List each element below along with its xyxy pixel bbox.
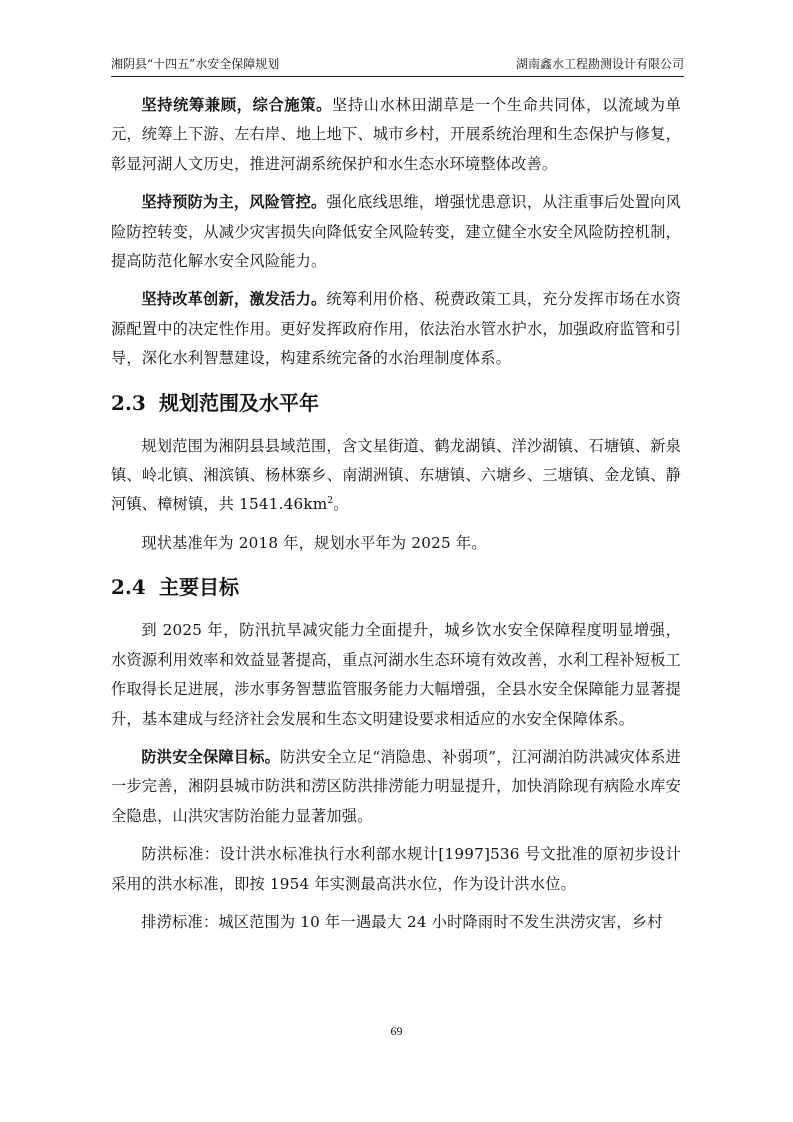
principle-title-2: 坚持预防为主，风险管控。 (141, 193, 327, 212)
flood-goal-text: 防洪安全立足“消隐患、补弱项”，江河湖泊防洪减灾体系进一步完善，湘阴县城市防洪和涝区防洪排涝能力明显提升，加快消除现有病险水库安全隐患，山洪灾害防治能力显著加强。 (111, 747, 681, 825)
flood-goal-title: 防洪安全保障目标。 (141, 747, 281, 766)
principle-title-1: 坚持统筹兼顾，综合施策。 (141, 96, 333, 114)
section-heading-2-3 (111, 388, 681, 418)
scope-text: 规划范围为湘阴县县域范围，含文星街道、鹤龙湖镇、洋沙湖镇、石塘镇、新泉镇、岭北镇、湘滨镇、杨林寨乡、南湖洲镇、东塘镇、六塘乡、三塘镇、金龙镇、静河镇、樟树镇，共 1541.46km (111, 436, 681, 514)
header-document-title: 湘阴县“十四五”水安全保障规划 (111, 57, 280, 71)
principle-paragraph-3 (111, 285, 681, 373)
principle-paragraph-2 (111, 188, 681, 276)
principle-text-3: 统筹利用价格、税费政策工具，充分发挥市场在水资源配置中的决定性作用。更好发挥政府作用，依法治水管水护水，加强政府监管和引导，深化水利智慧建设，构建系统完备的水治理制度体系。 (111, 290, 681, 368)
scope-end: 。 (333, 495, 349, 514)
page-body (111, 91, 681, 937)
scope-paragraph (111, 432, 681, 520)
page-header (111, 56, 684, 77)
principle-text-1: 坚持山水林田湖草是一个生命共同体，以流域为单元，统筹上下游、左右岸、地上地下、城市乡村，开展系统治理和生态保护与修复，彰显河湖人文历史，推进河湖系统保护和水生态水环境整体改善。 (111, 96, 681, 173)
section-number: 2.4 (111, 575, 146, 600)
header-company-name: 湖南鑫水工程勘测设计有限公司 (515, 57, 684, 71)
page-number: 69 (390, 1024, 403, 1038)
flood-goal-paragraph (111, 743, 681, 831)
planning-years-paragraph: 现状基准年为 2018 年，规划水平年为 2025 年。 (141, 533, 487, 552)
scope-superscript: 2 (327, 496, 334, 507)
main-goal-paragraph: 到 2025 年，防汛抗旱减灾能力全面提升，城乡饮水安全保障程度明显增强，水资源利用效率和效益显著提高，重点河湖水生态环境有效改善，水利工程补短板工作取得长足进展，涉水事务智慧监管服务能力大幅增强，全县水安全保障能力显著提升，基本建成与经济社会发展和生态文明建设要求相适应的水安全保障体系。 (111, 621, 681, 728)
principle-paragraph-1 (111, 91, 681, 179)
section-number: 2.3 (111, 390, 146, 415)
section-heading-2-4 (111, 572, 681, 602)
principle-title-3: 坚持改革创新，激发活力。 (141, 290, 327, 309)
drainage-standard-paragraph: 排涝标准：城区范围为 10 年一遇最大 24 小时降雨时不发生洪涝灾害，乡村 (141, 912, 663, 931)
section-title: 规划范围及水平年 (159, 390, 319, 415)
principle-text-2: 强化底线思维，增强忧患意识，从注重事后处置向风险防控转变，从减少灾害损失向降低安全风险转变，建立健全水安全风险防控机制，提高防范化解水安全风险能力。 (111, 193, 681, 271)
section-title: 主要目标 (159, 575, 239, 600)
flood-standard-paragraph: 防洪标准：设计洪水标准执行水利部水规计[1997]536 号文批准的原初步设计采用的洪水标准，即按 1954 年实测最高洪水位，作为设计洪水位。 (111, 845, 681, 893)
